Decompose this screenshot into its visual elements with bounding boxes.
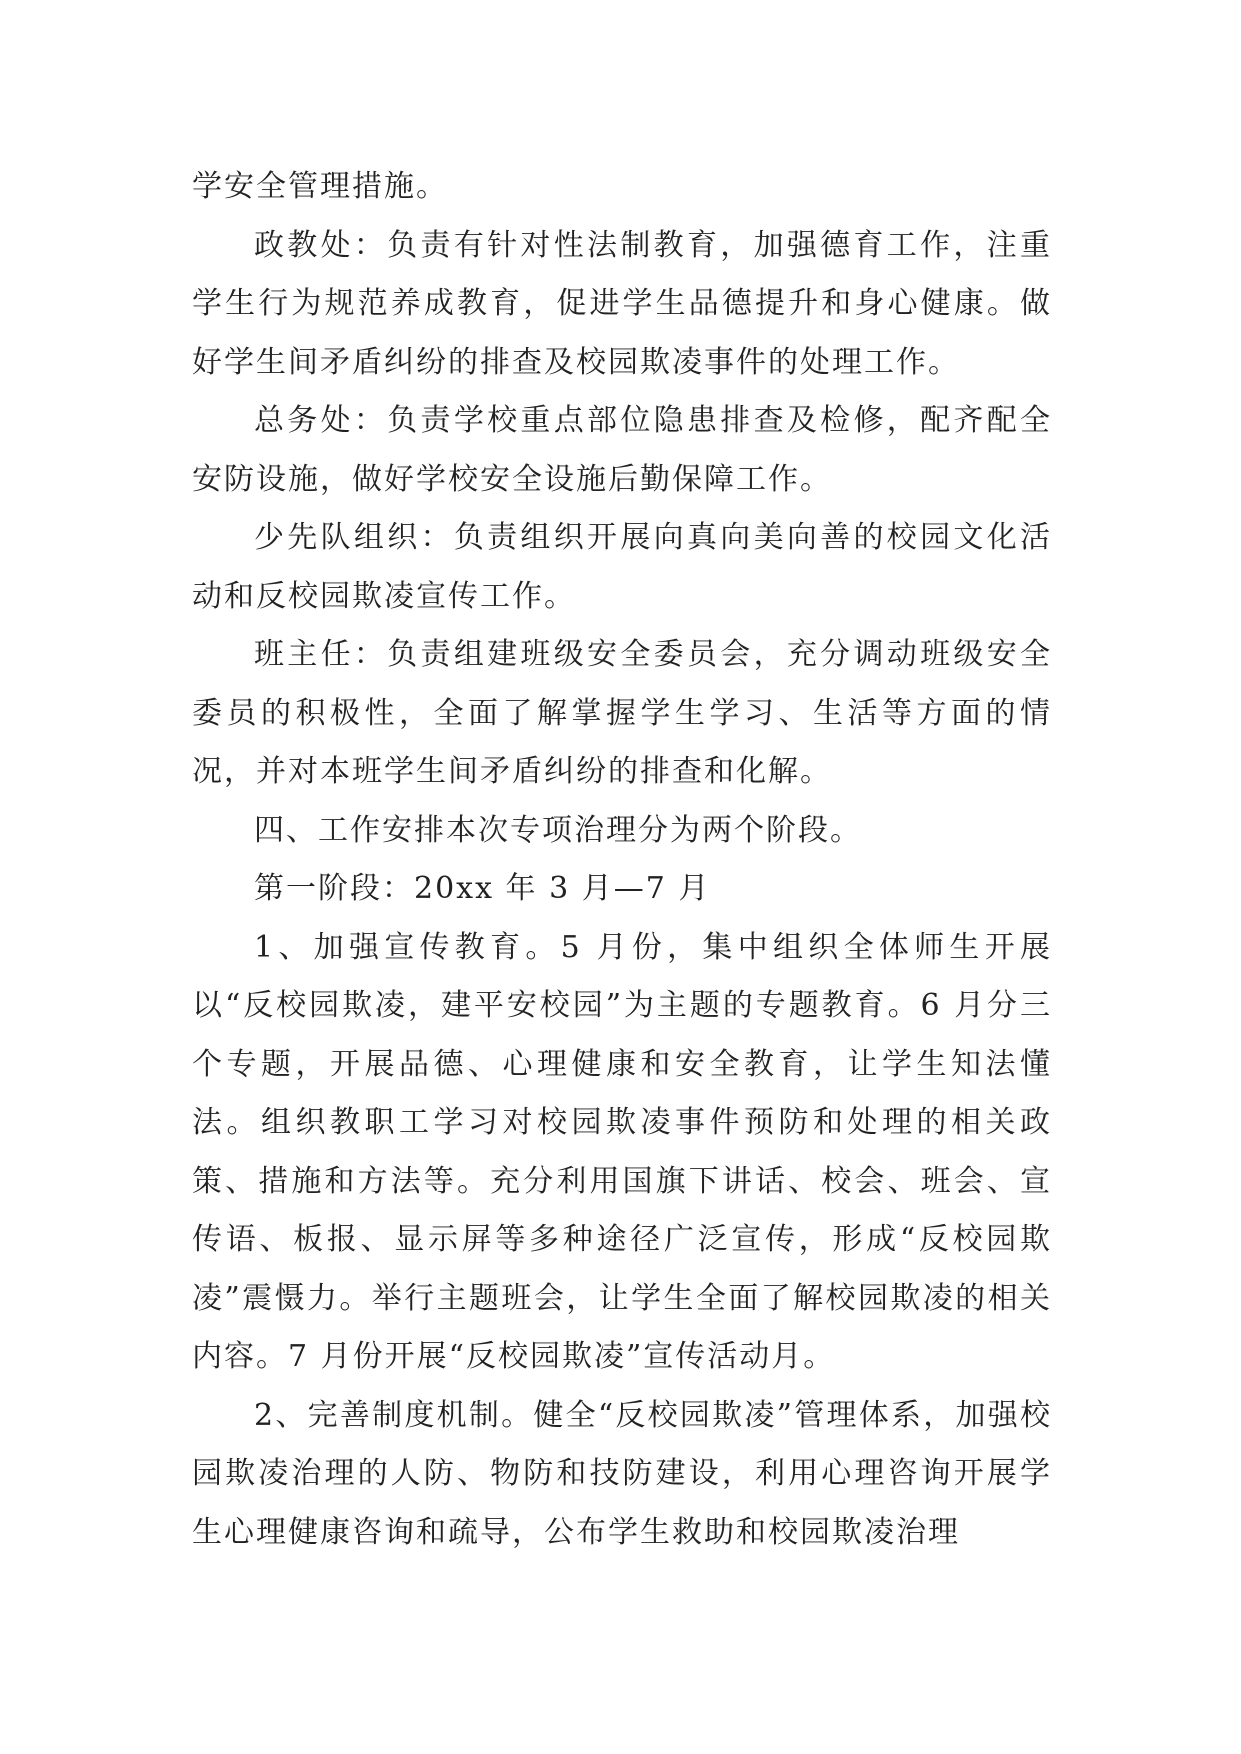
paragraph-young-pioneers: 少先队组织：负责组织开展向真向美向善的校园文化活动和反校园欺凌宣传工作。 — [192, 520, 1052, 614]
paragraph-political-office: 政教处：负责有针对性法制教育，加强德育工作，注重学生行为规范养成教育，促进学生品德提升和身心健康。做好学生间矛盾纠纷的排查及校园欺凌事件的处理工作。 — [192, 227, 1052, 380]
document-body — [192, 158, 1052, 1562]
paragraph-publicity-education: 1、加强宣传教育。5 月份，集中组织全体师生开展以“反校园欺凌，建平安校园”为主题的专题教育。6 月分三个专题，开展品德、心理健康和安全教育，让学生知法懂法。组织教职工学习对校园欺凌事件预防和处理的相关政策、措施和方法等。充分利用国旗下讲话、校会、班会、宣传语、板报、显示屏等多种途径广泛宣传，形成“反校园欺凌”震慑力。举行主题班会，让学生全面了解校园欺凌的相关内容。7 月份开展“反校园欺凌”宣传活动月。 — [192, 929, 1052, 1374]
paragraph-continuation: 学安全管理措施。 — [192, 169, 448, 204]
section-heading-work-arrangement: 四、工作安排本次专项治理分为两个阶段。 — [254, 812, 862, 848]
phase-one-heading: 第一阶段：20xx 年 3 月—7 月 — [254, 871, 711, 906]
paragraph-head-teacher: 班主任：负责组建班级安全委员会，充分调动班级安全委员的积极性，全面了解掌握学生学习、生活等方面的情况，并对本班学生间矛盾纠纷的排查和化解。 — [192, 637, 1052, 789]
paragraph-general-affairs: 总务处：负责学校重点部位隐患排查及检修，配齐配全安防设施，做好学校安全设施后勤保障工作。 — [192, 403, 1052, 497]
paragraph-system-mechanism: 2、完善制度机制。健全“反校园欺凌”管理体系，加强校园欺凌治理的人防、物防和技防建设，利用心理咨询开展学生心理健康咨询和疏导，公布学生救助和校园欺凌治理 — [192, 1397, 1052, 1550]
